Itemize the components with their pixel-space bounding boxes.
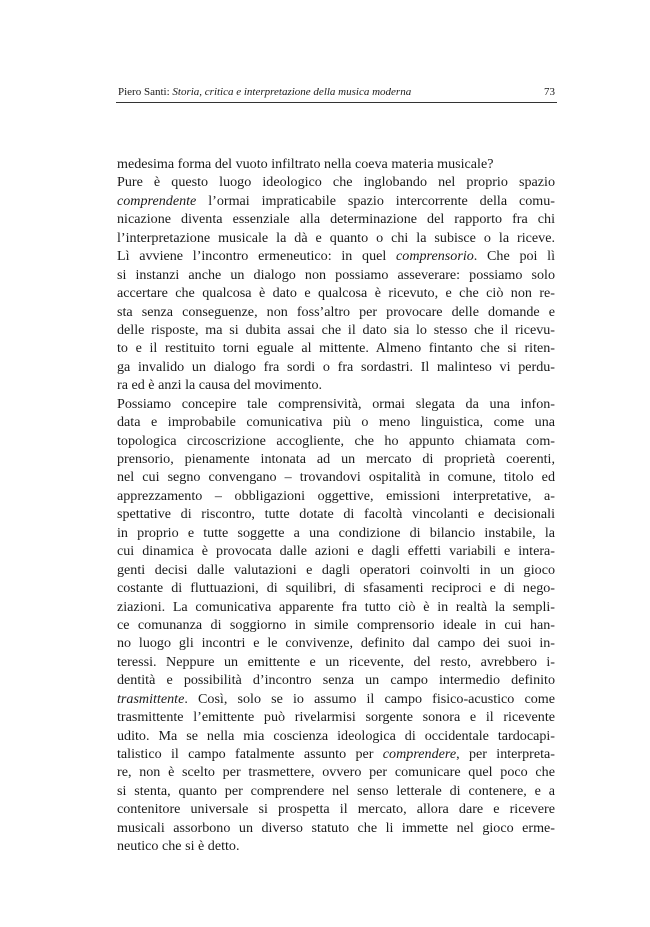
text-line: ra ed è anzi la causa del movimento. [117,377,323,394]
text-line: delle risposte, ma si dubita assai che il dato sia lo stesso che il ricevu- [117,321,555,338]
italic-term: comprendente [117,192,197,209]
text-line: data e improbabile comunicativa più o meno linguistica, come una [117,414,555,431]
text-line: nel cui segno convengano – trovandovi ospitalità in comune, titolo ed [117,469,555,486]
text-line: prensorio, pienamente intonata ad un mercato di proprietà coerenti, [117,451,555,467]
text-run: l’ormai impraticabile spazio intercorrente della comu- [196,192,555,209]
text-run: talistico il campo fatalmente assunto per [117,746,383,762]
text-line: musicali assorbono un diverso statuto che li immette nel gioco erme- [117,819,555,836]
text-line: to e il restituito torni eguale al mittente. Almeno fintanto che si riten- [117,340,555,357]
text-line: re, non è scelto per trasmettere, ovvero per comunicare quel poco che [117,764,555,781]
page-number: 73 [544,86,555,98]
text-line: Possiamo concepire tale comprensività, ormai slegata da una infon- [117,395,555,412]
text-line: in proprio e tutte soggette a una condizione di bilancio instabile, la [117,524,555,541]
text-line: topologica circoscrizione accogliente, che ho appunto chiamata com- [117,432,555,449]
text-run: Lì avviene l’incontro ermeneutico: in quel [117,248,397,265]
text-line: cui dinamica è provocata dalle azioni e dagli effetti variabili e intera- [117,543,555,560]
text-line: Pure è questo luogo ideologico che inglobando nel proprio spazio [117,174,555,191]
header-rule [116,102,557,103]
text-line: teressi. Neppure un emittente e un ricevente, del resto, avrebbero i- [117,653,555,670]
text-line: costante di fluttuazioni, di squilibri, di sfasamenti reciproci e di nego- [117,580,555,597]
running-head [118,86,555,99]
text-line: udito. Ma se nella mia coscienza ideologica di occidentale tardocapi- [117,727,555,744]
text-line: nicazione diventa essenziale alla determinazione del rapporto fra chi [117,211,555,228]
text-line: medesima forma del vuoto infiltrato nella coeva materia musicale? [117,156,494,172]
italic-term: comprensorio [396,248,474,265]
text-line: si instanzi anche un dialogo non possiamo asseverare: possiamo solo [117,266,555,283]
italic-term: comprendere [382,746,457,762]
text-run: . Che poi lì [473,248,556,265]
text-line [117,247,555,265]
text-run: . Così, solo se io assumo il campo fisico-acustico come [184,690,555,707]
text-line: ga invalido un dialogo fra sordi o fra sordastri. Il malinteso vi perdu- [117,358,555,375]
text-line: si stenta, quanto per comprendere nel senso letterale di contenere, e a [117,782,555,799]
text-line: apprezzamento – obbligazioni oggettive, emissioni interpretative, a- [117,487,555,504]
text-line: genti decisi dalle valutazioni e dagli operatori coinvolti in un gioco [117,561,555,578]
book-title: Storia, critica e interpretazione della musica moderna [172,86,412,98]
text-line: neutico che si è detto. [117,838,240,855]
text-run: , per interpreta- [456,746,555,762]
italic-term: trasmittente [117,690,185,707]
body-text [117,155,555,856]
text-line [117,192,555,210]
author-name: Piero Santi: [118,86,170,98]
text-line: ce comunanza di soggiorno in simile comprensorio ideale in cui han- [117,616,555,633]
text-line [117,745,555,763]
text-line: spettative di riscontro, tutte dotate di facoltà vincolanti e decisionali [117,506,555,523]
text-line: ziazioni. La comunicativa apparente fra tutto ciò è in realtà la sempli- [117,598,555,615]
text-line: no luogo gli incontri e le convivenze, definito dal campo dei suoi in- [117,635,555,652]
text-line [117,690,555,708]
text-line: l’interpretazione musicale la dà e quanto o chi la subisce o la riceve. [117,229,555,246]
text-line: sta senza conseguenze, non foss’altro per provocare delle domande e [117,303,555,320]
text-line: accertare che qualcosa è dato e qualcosa è ricevuto, e che ciò non re- [117,285,555,302]
running-title [118,86,411,99]
text-line: trasmittente l’emittente può rivelarmisi sorgente sonora e il ricevente [117,709,555,726]
text-line: contenitore universale si prospetta il mercato, allora dare e ricevere [117,801,555,818]
text-line: dentità e possibilità d’incontro senza un campo intermedio definito [117,672,555,689]
